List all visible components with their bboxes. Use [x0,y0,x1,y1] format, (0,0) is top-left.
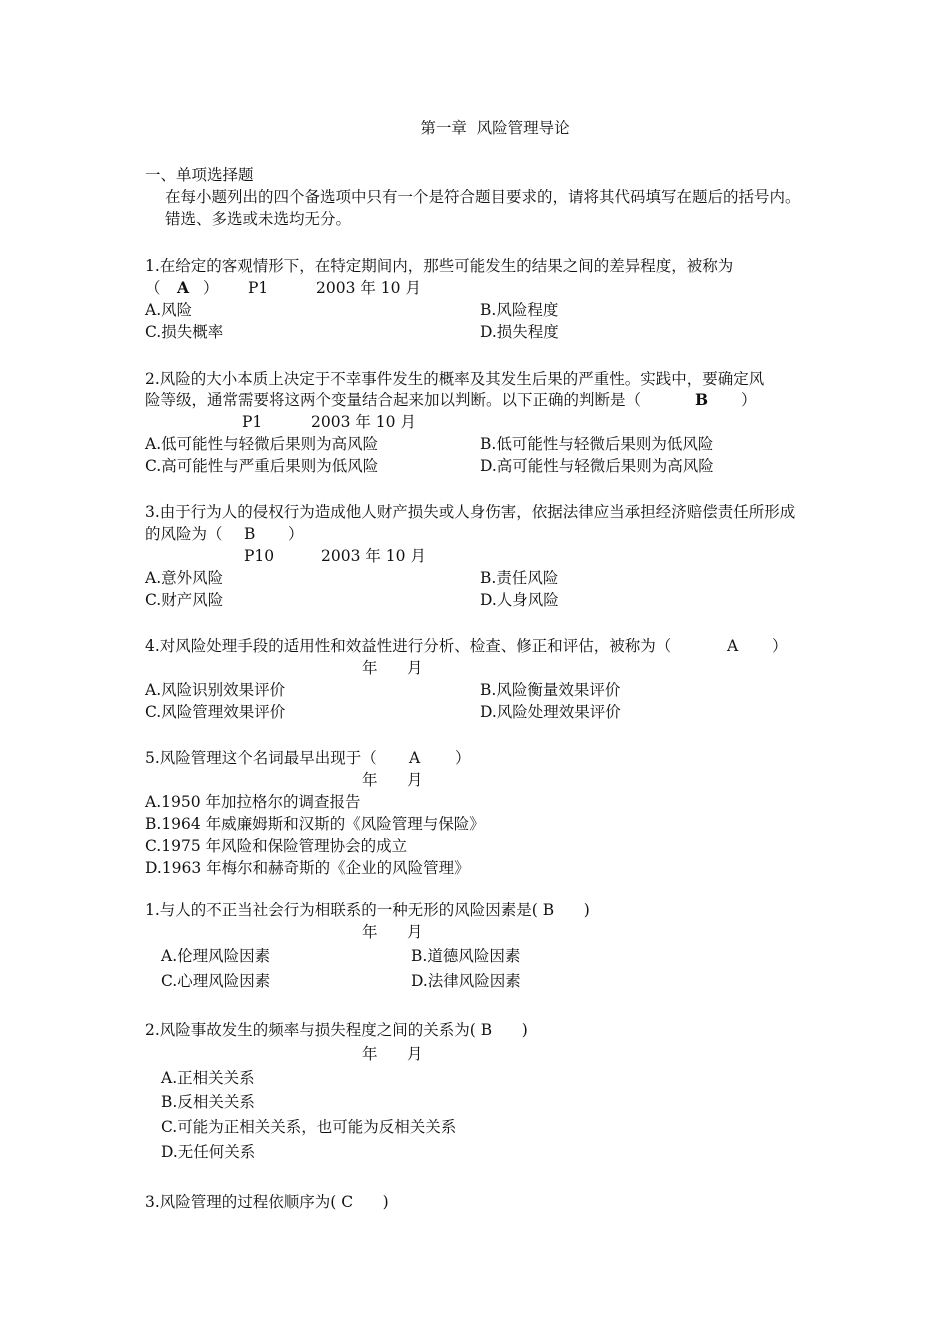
q6-option-a: A.伦理风险因素 [161,947,271,965]
q2-date: 2003 年 10 月 [311,413,416,431]
q2-option-a: A.低可能性与轻微后果则为高风险 [145,435,379,453]
q1-page-ref: P1 [248,279,269,297]
q5-paren-close: ） [455,749,471,767]
q4-option-a: A.风险识别效果评价 [145,681,286,699]
q3-answer: B [244,525,256,543]
q3-stem-line-1: 3.由于行为人的侵权行为造成他人财产损失或人身伤害，依据法律应当承担经济赔偿责任所形成 [145,503,796,521]
q3-stem-line-2: 的风险为（ [145,525,223,543]
q1-option-a: A.风险 [145,301,193,319]
q1-answer: A [177,278,190,297]
q3-page-ref: P10 [244,547,275,565]
q3-option-a: A.意外风险 [145,569,224,587]
q2-answer: B [695,390,709,409]
q5-answer: A [409,749,421,767]
q8-stem: 3.风险管理的过程依顺序为( C ) [145,1193,389,1211]
chapter-title: 第一章 风险管理导论 [420,119,570,137]
q2-paren-close: ） [741,391,757,409]
q5-option-b: B.1964 年威廉姆斯和汉斯的《风险管理与保险》 [145,815,485,833]
q4-stem: 4.对风险处理手段的适用性和效益性进行分析、检查、修正和评估，被称为（ [145,637,672,655]
q5-stem: 5.风险管理这个名词最早出现于（ [145,749,377,767]
q6-option-c: C.心理风险因素 [161,972,271,990]
q3-paren-close: ） [288,525,304,543]
instructions-line-1: 在每小题列出的四个备选项中只有一个是符合题目要求的，请将其代码填写在题后的括号内。 [165,188,801,206]
q3-option-d: D.人身风险 [480,591,559,609]
q6-date: 年 月 [362,923,423,941]
q2-option-b: B.低可能性与轻微后果则为低风险 [480,435,714,453]
q4-paren-close: ） [772,637,788,655]
section-heading: 一、单项选择题 [145,166,254,184]
q2-option-d: D.高可能性与轻微后果则为高风险 [480,457,714,475]
q1-stem: 1.在给定的客观情形下，在特定期间内，那些可能发生的结果之间的差异程度，被称为 [145,257,734,275]
q3-date: 2003 年 10 月 [321,547,426,565]
q6-stem: 1.与人的不正当社会行为相联系的一种无形的风险因素是( B ) [145,901,590,919]
q7-stem: 2.风险事故发生的频率与损失程度之间的关系为( B ) [145,1021,528,1039]
q3-option-b: B.责任风险 [480,569,559,587]
q3-option-c: C.财产风险 [145,591,224,609]
q1-option-d: D.损失程度 [480,323,559,341]
q4-answer: A [727,637,739,655]
q1-date: 2003 年 10 月 [316,279,421,297]
q4-option-b: B.风险衡量效果评价 [480,681,621,699]
q7-option-a: A.正相关关系 [161,1069,255,1087]
q5-date: 年 月 [362,771,423,789]
q6-option-b: B.道德风险因素 [411,947,521,965]
q1-paren-close: ） [203,279,219,297]
q7-option-b: B.反相关关系 [161,1093,255,1111]
q5-option-d: D.1963 年梅尔和赫奇斯的《企业的风险管理》 [145,859,470,877]
q4-option-d: D.风险处理效果评价 [480,703,621,721]
q5-option-a: A.1950 年加拉格尔的调查报告 [145,793,361,811]
q2-stem-line-2: 险等级，通常需要将这两个变量结合起来加以判断。以下正确的判断是（ [145,391,642,409]
q2-page-ref: P1 [242,413,263,431]
q2-option-c: C.高可能性与严重后果则为低风险 [145,457,379,475]
instructions-line-2: 错选、多选或未选均无分。 [165,210,352,228]
q4-date: 年 月 [362,659,423,677]
q4-option-c: C.风险管理效果评价 [145,703,286,721]
q7-date: 年 月 [362,1045,423,1063]
q7-option-c: C.可能为正相关关系，也可能为反相关关系 [161,1118,457,1136]
q7-option-d: D.无任何关系 [161,1143,256,1161]
q5-option-c: C.1975 年风险和保险管理协会的成立 [145,837,408,855]
q1-option-b: B.风险程度 [480,301,559,319]
q1-option-c: C.损失概率 [145,323,224,341]
q2-stem-line-1: 2.风险的大小本质上决定于不幸事件发生的概率及其发生后果的严重性。实践中，要确定风 [145,370,765,388]
q1-paren-open: （ [145,279,161,297]
q6-option-d: D.法律风险因素 [411,972,521,990]
